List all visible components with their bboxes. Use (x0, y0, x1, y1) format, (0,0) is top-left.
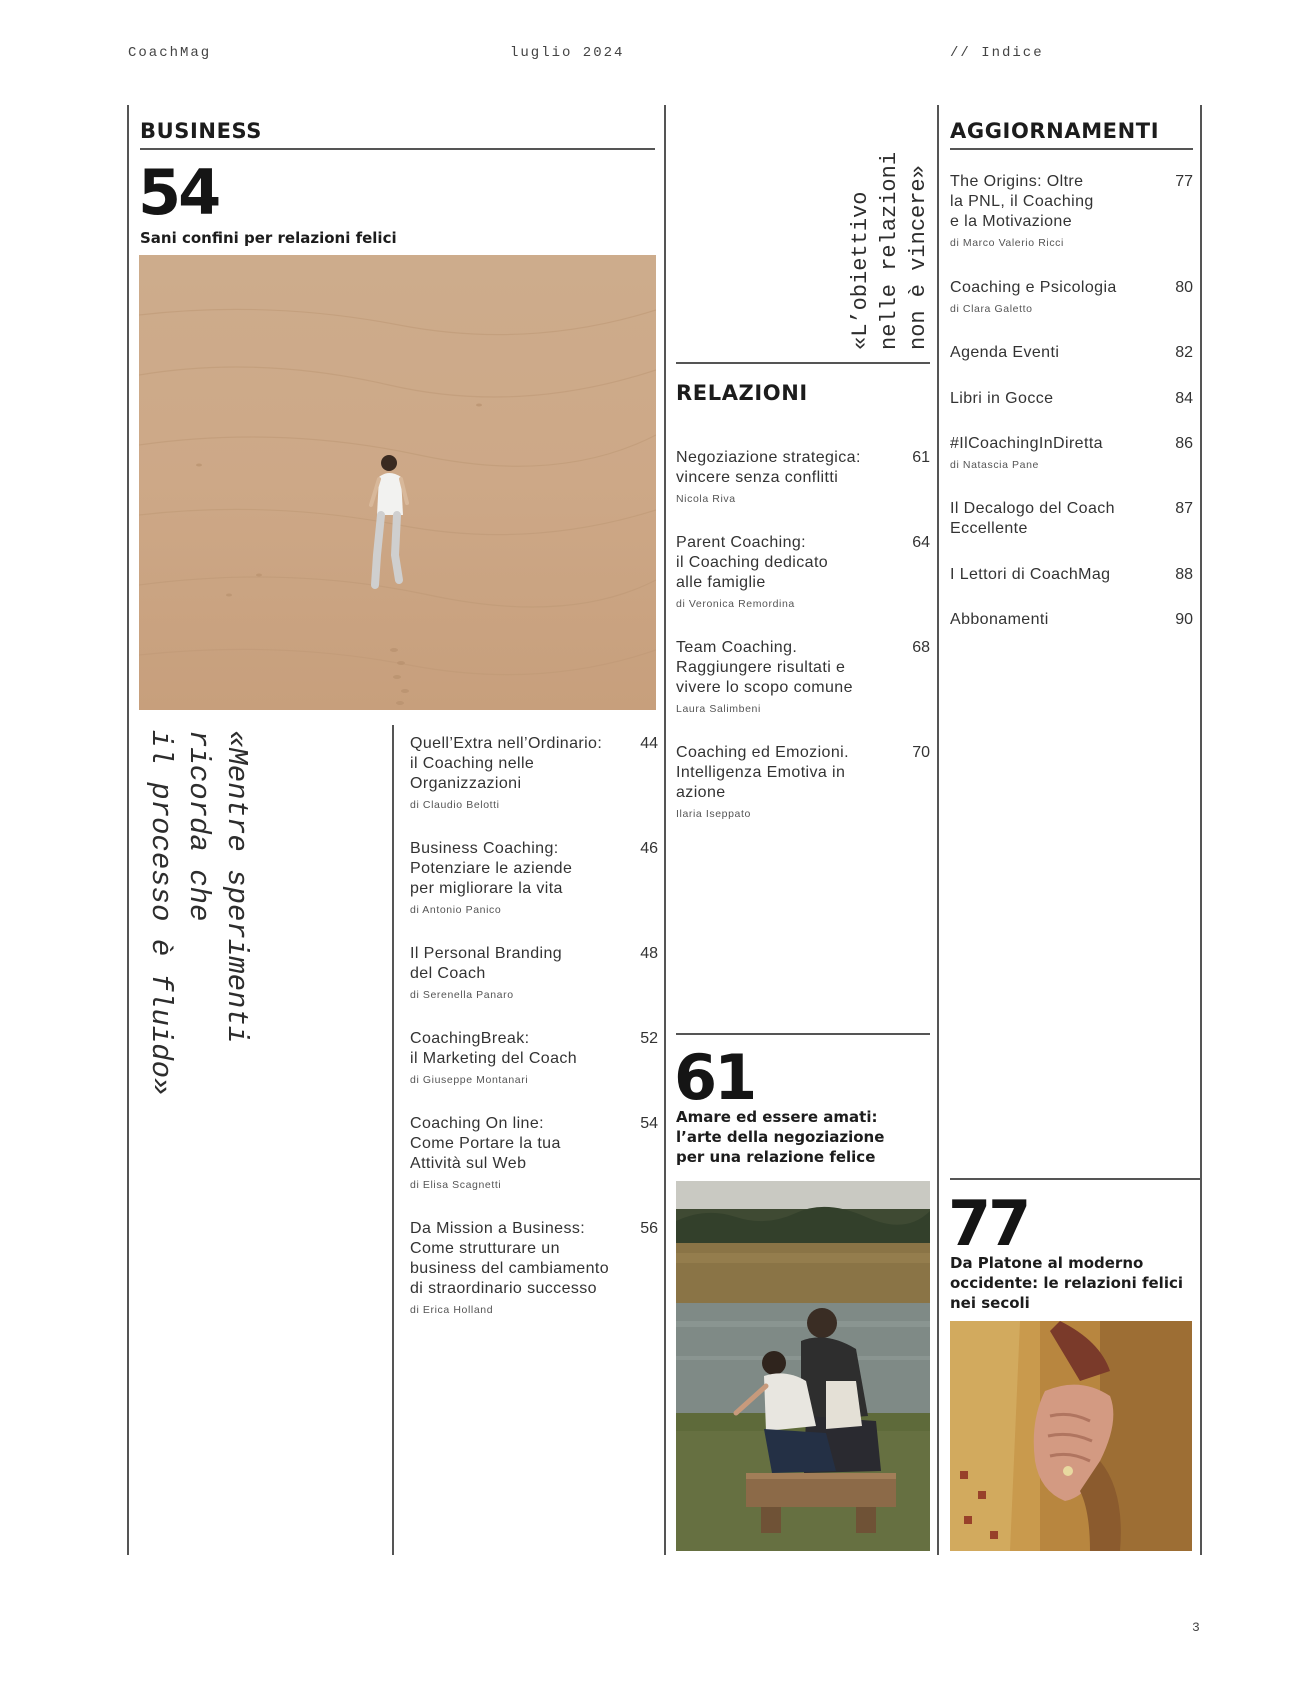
business-pull-quote: «Mentre sperimenti ricorda che il processo è fluido» (144, 730, 253, 1096)
toc-entry-title: Agenda Eventi (950, 344, 1060, 361)
toc-entry-author: Ilaria Iseppato (676, 808, 751, 820)
toc-entry-title: Il Decalogo del Coach Eccellente (950, 500, 1115, 537)
page-number: 3 (1192, 1620, 1200, 1635)
relazioni-feature-number: 61 (674, 1041, 755, 1114)
column-rule-5 (1200, 105, 1202, 1555)
desert-walker-photo (139, 255, 656, 710)
toc-entry[interactable] (950, 434, 1193, 471)
toc-entry[interactable] (410, 1114, 658, 1191)
toc-entry[interactable] (410, 734, 658, 811)
toc-entry-page-number: 44 (640, 735, 658, 752)
toc-entry-title: The Origins: Oltre la PNL, il Coaching e la Motivazione (950, 173, 1094, 230)
toc-entry[interactable] (676, 533, 930, 610)
toc-entry-title: Coaching On line: Come Portare la tua Attività sul Web (410, 1115, 561, 1172)
toc-entry-title: Da Mission a Business: Come strutturare un business del cambiamento di straordinario successo (410, 1220, 610, 1297)
toc-entry-title: #IlCoachingInDiretta (950, 435, 1103, 452)
aggiornamenti-feature-number: 77 (948, 1187, 1029, 1260)
toc-entry-page-number: 87 (1175, 500, 1193, 517)
column-rule-1 (127, 105, 129, 1555)
business-title-underline (140, 148, 655, 150)
toc-entry-page-number: 88 (1175, 566, 1193, 583)
toc-entry-page-number: 70 (912, 744, 930, 761)
relazioni-pull-quote: «L’obiettivo nelle relazioni non è vincere» (848, 151, 931, 350)
toc-entry-author: di Marco Valerio Ricci (950, 237, 1064, 249)
toc-entry[interactable] (676, 638, 930, 715)
toc-entry[interactable] (410, 1029, 658, 1086)
couple-lake-photo (676, 1181, 930, 1551)
toc-entry-title: Coaching ed Emozioni. Intelligenza Emotiva in azione (676, 744, 849, 801)
column-rule-2 (392, 725, 394, 1555)
relazioni-feature-title[interactable]: Amare ed essere amati: l’arte della negoziazione per una relazione felice (676, 1108, 885, 1166)
toc-entry-title: Business Coaching: Potenziare le aziende per migliorare la vita (410, 840, 573, 897)
toc-entry-title: Quell’Extra nell’Ordinario: il Coaching nelle Organizzazioni (410, 735, 603, 792)
toc-entry-page-number: 77 (1175, 173, 1193, 190)
toc-entry-page-number: 80 (1175, 279, 1193, 296)
business-feature-title[interactable]: Sani confini per relazioni felici (140, 229, 397, 247)
toc-entry-page-number: 52 (640, 1030, 658, 1047)
toc-entry[interactable] (950, 172, 1193, 249)
toc-entry-title: Abbonamenti (950, 611, 1049, 628)
toc-entry-page-number: 56 (640, 1220, 658, 1237)
relazioni-feature-rule (676, 1033, 930, 1035)
toc-entry-title: Parent Coaching: il Coaching dedicato alle famiglie (676, 534, 829, 591)
toc-entry[interactable] (676, 448, 930, 505)
toc-entry-page-number: 48 (640, 945, 658, 962)
toc-entry[interactable] (950, 343, 1193, 363)
toc-entry-title: Negoziazione strategica: vincere senza conflitti (676, 449, 861, 486)
toc-entry-author: di Natascia Pane (950, 459, 1039, 471)
toc-entry-author: di Clara Galetto (950, 303, 1033, 315)
toc-entry-title: Team Coaching. Raggiungere risultati e vivere lo scopo comune (676, 639, 853, 696)
toc-entry-page-number: 61 (912, 449, 930, 466)
toc-entry[interactable] (950, 565, 1193, 585)
toc-entry-author: di Claudio Belotti (410, 799, 500, 811)
issue-date: luglio 2024 (510, 45, 625, 61)
toc-entry-page-number: 82 (1175, 344, 1193, 361)
holding-hands-photo (950, 1321, 1192, 1551)
aggiornamenti-title-underline (950, 148, 1193, 150)
toc-entry-author: Nicola Riva (676, 493, 736, 505)
business-section-title: BUSINESS (140, 119, 263, 143)
toc-entry[interactable] (410, 1219, 658, 1316)
section-label: // Indice (950, 45, 1044, 61)
column-rule-4 (937, 105, 939, 1555)
aggiornamenti-feature-rule (950, 1178, 1200, 1180)
toc-entry-author: di Serenella Panaro (410, 989, 514, 1001)
toc-entry-page-number: 46 (640, 840, 658, 857)
aggiornamenti-section-title: AGGIORNAMENTI (950, 119, 1160, 143)
toc-entry-title: CoachingBreak: il Marketing del Coach (410, 1030, 578, 1067)
toc-entry-page-number: 86 (1175, 435, 1193, 452)
toc-entry-author: di Antonio Panico (410, 904, 502, 916)
toc-entry[interactable] (410, 944, 658, 1001)
toc-entry-title: Il Personal Branding del Coach (410, 945, 563, 982)
toc-entry[interactable] (950, 389, 1193, 409)
toc-entry-page-number: 68 (912, 639, 930, 656)
toc-entry-page-number: 64 (912, 534, 930, 551)
toc-entry-page-number: 90 (1175, 611, 1193, 628)
toc-entry[interactable] (410, 839, 658, 916)
toc-entry-page-number: 54 (640, 1115, 658, 1132)
toc-entry-author: di Erica Holland (410, 1304, 494, 1316)
column-rule-3 (664, 105, 666, 1555)
toc-entry[interactable] (950, 499, 1193, 539)
business-feature-number: 54 (138, 156, 219, 229)
toc-entry[interactable] (676, 743, 930, 820)
toc-entry-page-number: 84 (1175, 390, 1193, 407)
toc-entry-author: di Giuseppe Montanari (410, 1074, 529, 1086)
toc-entry-author: di Veronica Remordina (676, 598, 795, 610)
magazine-brand: CoachMag (128, 45, 212, 61)
toc-entry-title: I Lettori di CoachMag (950, 566, 1111, 583)
toc-entry[interactable] (950, 610, 1193, 630)
toc-entry[interactable] (950, 278, 1193, 315)
aggiornamenti-feature-title[interactable]: Da Platone al moderno occidente: le relazioni felici nei secoli (950, 1254, 1183, 1312)
toc-entry-title: Libri in Gocce (950, 390, 1054, 407)
toc-entry-author: di Elisa Scagnetti (410, 1179, 502, 1191)
toc-entry-title: Coaching e Psicologia (950, 279, 1117, 296)
toc-entry-author: Laura Salimbeni (676, 703, 761, 715)
relazioni-section-title: RELAZIONI (676, 381, 808, 405)
relazioni-quote-rule (676, 362, 930, 364)
